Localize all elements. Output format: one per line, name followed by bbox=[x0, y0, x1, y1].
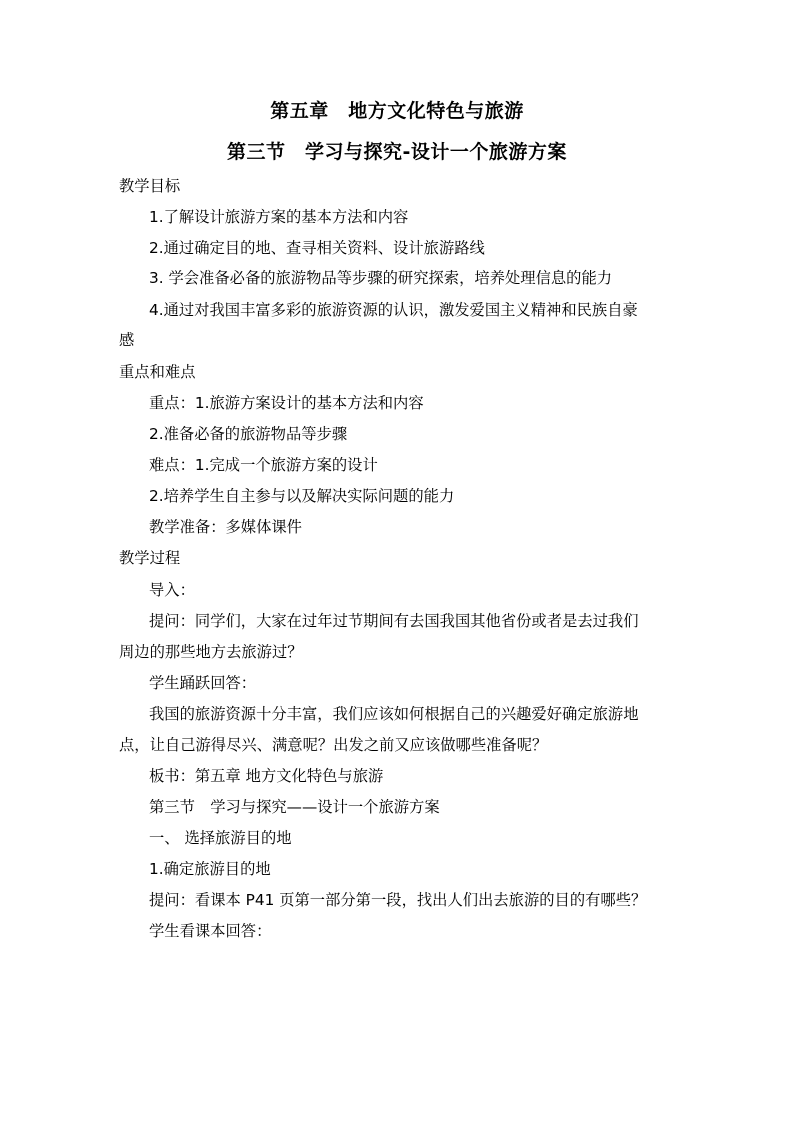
student-answer: 学生踊跃回答： bbox=[149, 674, 257, 692]
blackboard-section: 第三节 学习与探究——设计一个旅游方案 bbox=[149, 798, 440, 816]
goal-4-cont: 感 bbox=[119, 331, 135, 349]
difficulty-2: 2.培养学生自主参与以及解决实际问题的能力 bbox=[149, 487, 455, 505]
goal-4: 4.通过对我国丰富多彩的旅游资源的认识，激发爱国主义精神和民族自豪 bbox=[149, 301, 638, 319]
difficulty-1: 难点：1.完成一个旅游方案的设计 bbox=[149, 456, 378, 474]
question-1-cont: 周边的那些地方去旅游过？ bbox=[119, 643, 303, 661]
question-1: 提问：同学们，大家在过年过节期间有去国我国其他省份或者是去过我们 bbox=[149, 612, 639, 630]
paragraph-resources-cont: 点，让自己游得尽兴、满意呢？出发之前又应该做哪些准备呢？ bbox=[119, 736, 548, 754]
section-title: 第三节 学习与探究-设计一个旅游方案 bbox=[227, 141, 567, 163]
heading-teaching-process: 教学过程 bbox=[119, 549, 181, 567]
goal-2: 2.通过确定目的地、查寻相关资料、设计旅游路线 bbox=[149, 239, 485, 257]
teaching-prep: 教学准备：多媒体课件 bbox=[149, 518, 302, 536]
question-2: 提问：看课本 P41 页第一部分第一段，找出人们出去旅游的目的有哪些？ bbox=[149, 891, 647, 909]
subheading-confirm-destination: 1.确定旅游目的地 bbox=[149, 860, 271, 878]
subheading-select-destination: 一、 选择旅游目的地 bbox=[149, 829, 292, 847]
key-point-1: 重点：1.旅游方案设计的基本方法和内容 bbox=[149, 394, 424, 412]
blackboard-chapter: 板书：第五章 地方文化特色与旅游 bbox=[149, 767, 384, 785]
key-point-2: 2.准备必备的旅游物品等步骤 bbox=[149, 425, 348, 443]
chapter-title: 第五章 地方文化特色与旅游 bbox=[270, 100, 524, 122]
student-textbook-answer: 学生看课本回答： bbox=[149, 922, 272, 940]
heading-key-points: 重点和难点 bbox=[119, 363, 196, 381]
goal-1: 1.了解设计旅游方案的基本方法和内容 bbox=[149, 208, 409, 226]
paragraph-resources: 我国的旅游资源十分丰富，我们应该如何根据自己的兴趣爱好确定旅游地 bbox=[149, 705, 639, 723]
heading-teaching-goals: 教学目标 bbox=[119, 177, 181, 195]
intro-label: 导入： bbox=[149, 581, 195, 599]
goal-3: 3. 学会准备必备的旅游物品等步骤的研究探索，培养处理信息的能力 bbox=[149, 269, 613, 287]
